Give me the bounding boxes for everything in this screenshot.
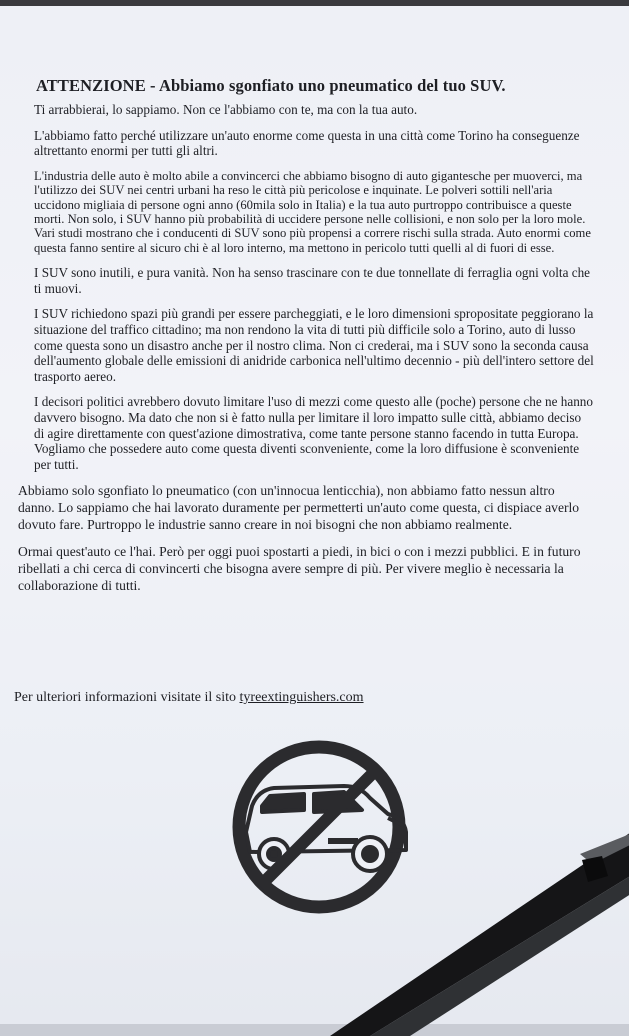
flyer-title: ATTENZIONE - Abbiamo sgonfiato uno pneumatico del tuo SUV.: [36, 76, 506, 95]
website-link[interactable]: tyreextinguishers.com: [239, 690, 364, 705]
paragraph-5: I SUV richiedono spazi più grandi per essere parcheggiati, e le loro dimensioni spropositate peggiorano la situazione del traffico cittadino; ma non rendono la vita di tutti più difficile solo a Torino, auto di lusso come questa sono un disastro anche per il nostro clima. Non ci crederai, ma i SUV sono la seconda causa dell'aumento globale delle emissioni di anidride carbonica nell'ultimo decennio - più dell'intero settore del trasporto aereo.: [34, 306, 594, 384]
paragraph-4: I SUV sono inutili, e pura vanità. Non ha senso trascinare con te due tonnellate di ferraglia ogni volta che ti muovi.: [34, 265, 591, 296]
paragraph-3: L'industria delle auto è molto abile a convincerci che abbiamo bisogno di auto gigantesche per muoverci, ma l'utilizzo dei SUV nei centri urbani ha reso le città più pericolose e inquinate. Le polveri sottili nell'aria uccidono migliaia di persone ogni anno (60mila solo in Italia) e la tua auto purtroppo contribuisce a queste morti. Non solo, i SUV hanno più probabilità di uccidere persone nelle collisioni, e non solo per la loro mole. Vari studi mostrano che i conducenti di SUV sono più propensi a correre rischi sulla strada. Auto enormi come questa fanno sentire al sicuro chi è al loro interno, ma mettono in pericolo tutti quelli al di fuori di esse.: [34, 168, 591, 255]
wiper-blade: [330, 826, 629, 1036]
paragraph-1: Ti arrabbierai, lo sappiamo. Non ce l'abbiamo con te, ma con la tua auto.: [34, 102, 418, 117]
flyer-content: [14, 76, 594, 604]
flyer-sheet: [0, 6, 629, 1024]
paragraph-8: Ormai quest'auto ce l'hai. Però per oggi puoi spostarti a piedi, in bici o con i mezzi pubblici. E in futuro ribellati a chi cerca di convincerti che bisogna avere sempre di più. Per vivere meglio è necessaria la collaborazione di tutti.: [18, 544, 581, 594]
paragraph-2: L'abbiamo fatto perché utilizzare un'auto enorme come questa in una città come Torino ha conseguenze altrettanto enormi per tutti gli altri.: [34, 127, 580, 159]
paragraph-7: Abbiamo solo sgonfiato lo pneumatico (con un'innocua lenticchia), non abbiamo fatto nessun altro danno. Lo sappiamo che hai lavorato duramente per permetterti un'auto come questa, ci dispiace averlo dovuto fare. Purtroppo le industrie sanno creare in noi bisogni che non abbiamo realmente.: [18, 483, 580, 533]
footer-text: Per ulteriori informazioni visitate il sito: [14, 690, 237, 705]
paragraph-6: I decisori politici avrebbero dovuto limitare l'uso di mezzi come questo alle (poche) persone che ne hanno davvero bisogno. Ma dato che non si è fatto nulla per limitare il loro impatto sulle città, abbiamo deciso di agire direttamente con quest'azione dimostrativa, come tante persone stanno facendo in tutta Europa. Vogliamo che possedere auto come questa diventi sconveniente, come la loro diffusione è sconveniente per tutti.: [34, 394, 593, 472]
footer-line: [14, 690, 364, 706]
